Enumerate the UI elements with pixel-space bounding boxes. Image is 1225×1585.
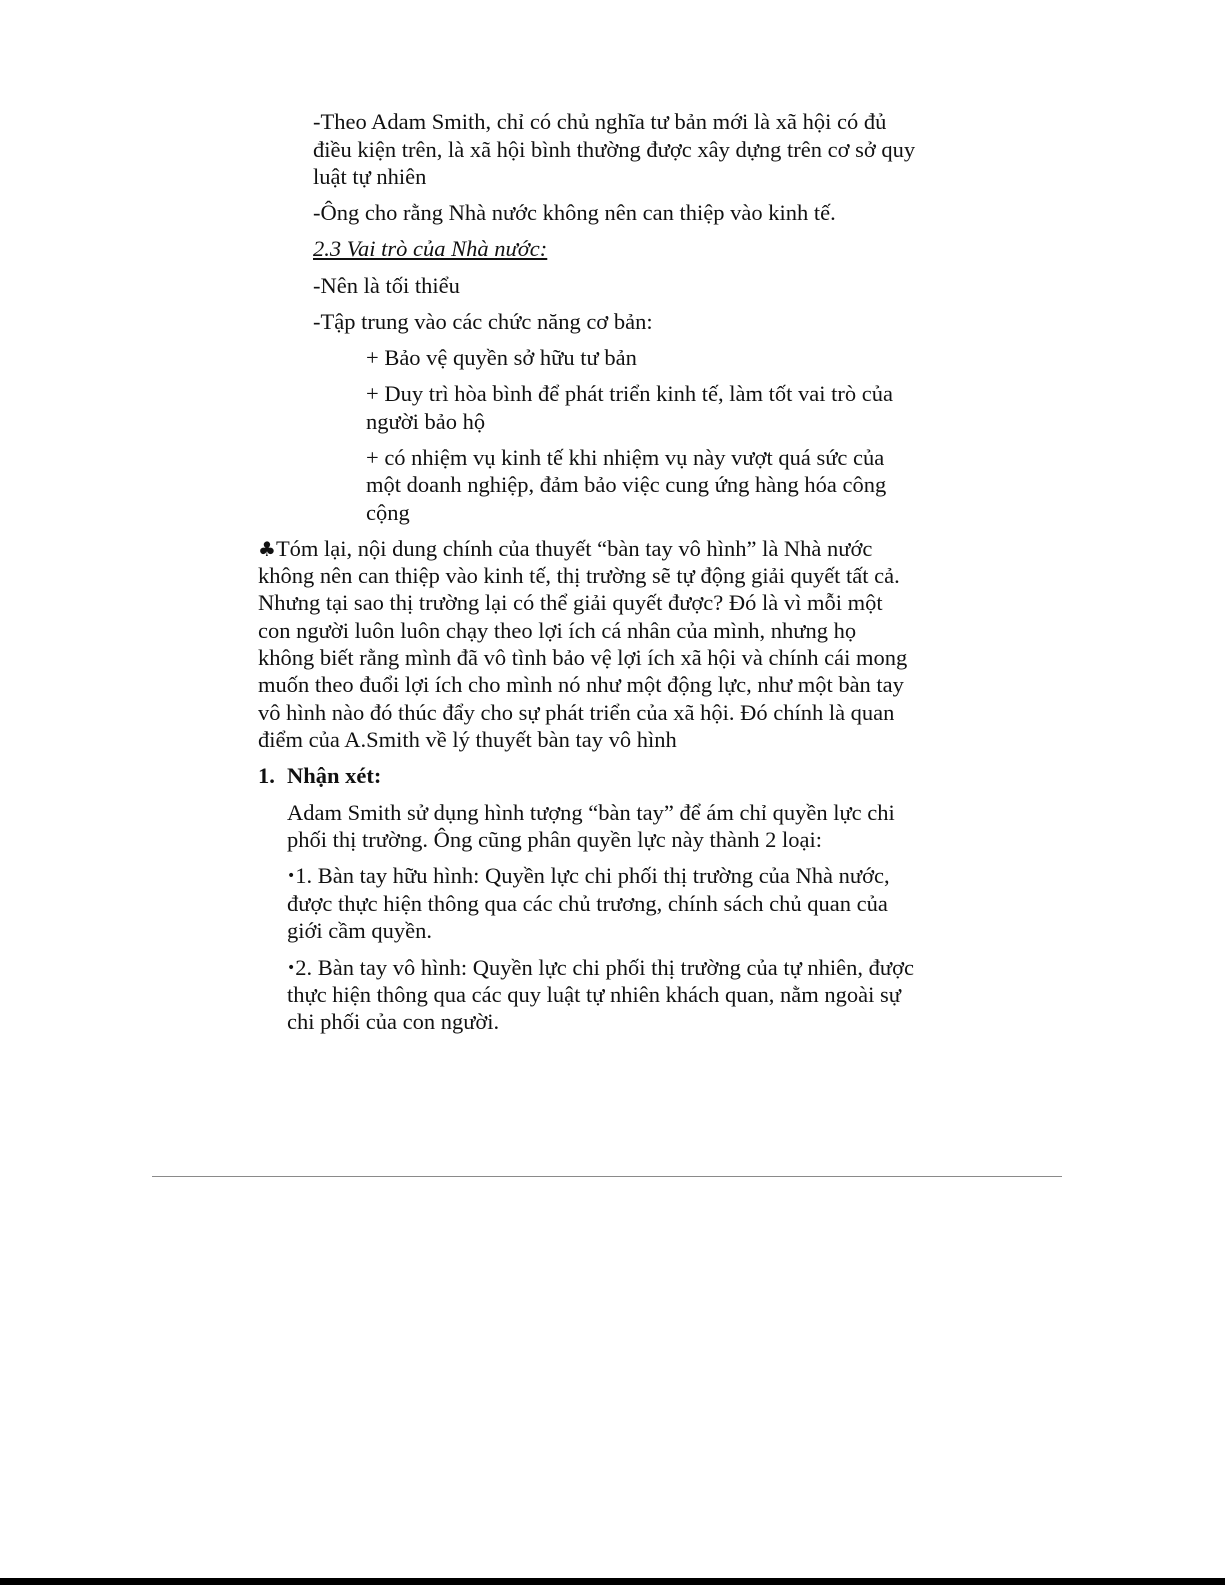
summary-paragraph-line xyxy=(258,535,872,564)
sub-item: + Duy trì hòa bình để phát triển kinh tế, làm tốt vai trò của xyxy=(366,381,893,406)
summary-paragraph-line: muốn theo đuổi lợi ích cho mình nó như một động lực, như một bàn tay xyxy=(258,672,904,697)
text-line: phối thị trường. Ông cũng phân quyền lực này thành 2 loại: xyxy=(287,827,822,852)
bottom-border xyxy=(0,1578,1225,1585)
sub-item: + có nhiệm vụ kinh tế khi nhiệm vụ này vượt quá sức của xyxy=(366,445,885,470)
page-divider xyxy=(152,1176,1062,1177)
club-icon: ♣ xyxy=(258,537,276,561)
summary-paragraph-line: không nên can thiệp vào kinh tế, thị trường sẽ tự động giải quyết tất cả. xyxy=(258,563,900,588)
nhan-xet-heading: Nhận xét: xyxy=(287,763,382,788)
sub-item: một doanh nghiệp, đảm bảo việc cung ứng hàng hóa công xyxy=(366,472,887,497)
text-line: luật tự nhiên xyxy=(313,164,427,189)
list-number: 1. xyxy=(258,763,275,788)
text-line: Adam Smith sử dụng hình tượng “bàn tay” để ám chỉ quyền lực chi xyxy=(287,800,895,825)
section-heading: 2.3 Vai trò của Nhà nước: xyxy=(313,236,548,261)
summary-paragraph-line: vô hình nào đó thúc đẩy cho sự phát triển của xã hội. Đó chính là quan xyxy=(258,700,895,725)
bullet-text: 1. Bàn tay hữu hình: Quyền lực chi phối thị trường của Nhà nước, xyxy=(295,863,890,888)
text-line: giới cầm quyền. xyxy=(287,918,432,943)
summary-text: Tóm lại, nội dung chính của thuyết “bàn tay vô hình” là Nhà nước xyxy=(275,536,873,561)
text-line: thực hiện thông qua các quy luật tự nhiên khách quan, nằm ngoài sự xyxy=(287,982,901,1007)
text-line: chi phối của con người. xyxy=(287,1009,500,1034)
text-line: điều kiện trên, là xã hội bình thường được xây dựng trên cơ sở quy xyxy=(313,137,916,162)
bullet-icon: • xyxy=(287,960,296,976)
text-line: -Tập trung vào các chức năng cơ bản: xyxy=(313,309,653,334)
sub-item: + Bảo vệ quyền sở hữu tư bản xyxy=(366,345,637,370)
bullet-text: 2. Bàn tay vô hình: Quyền lực chi phối thị trường của tự nhiên, được xyxy=(295,955,914,980)
bullet-icon: • xyxy=(287,868,296,884)
sub-item: cộng xyxy=(366,500,410,525)
bullet-item xyxy=(287,862,890,891)
text-line: -Nên là tối thiểu xyxy=(313,273,460,298)
text-line: -Theo Adam Smith, chỉ có chủ nghĩa tư bản mới là xã hội có đủ xyxy=(313,109,887,134)
bullet-item xyxy=(287,954,914,983)
text-line: được thực hiện thông qua các chủ trương, chính sách chủ quan của xyxy=(287,891,888,916)
sub-item: người bảo hộ xyxy=(366,409,486,434)
text-line: -Ông cho rằng Nhà nước không nên can thiệp vào kinh tế. xyxy=(313,200,836,225)
summary-paragraph-line: điểm của A.Smith về lý thuyết bàn tay vô hình xyxy=(258,727,677,752)
summary-paragraph-line: không biết rằng mình đã vô tình bảo vệ lợi ích xã hội và chính cái mong xyxy=(258,645,908,670)
summary-paragraph-line: con người luôn luôn chạy theo lợi ích cá nhân của mình, nhưng họ xyxy=(258,618,857,643)
summary-paragraph-line: Nhưng tại sao thị trường lại có thể giải quyết được? Đó là vì mỗi một xyxy=(258,590,883,615)
